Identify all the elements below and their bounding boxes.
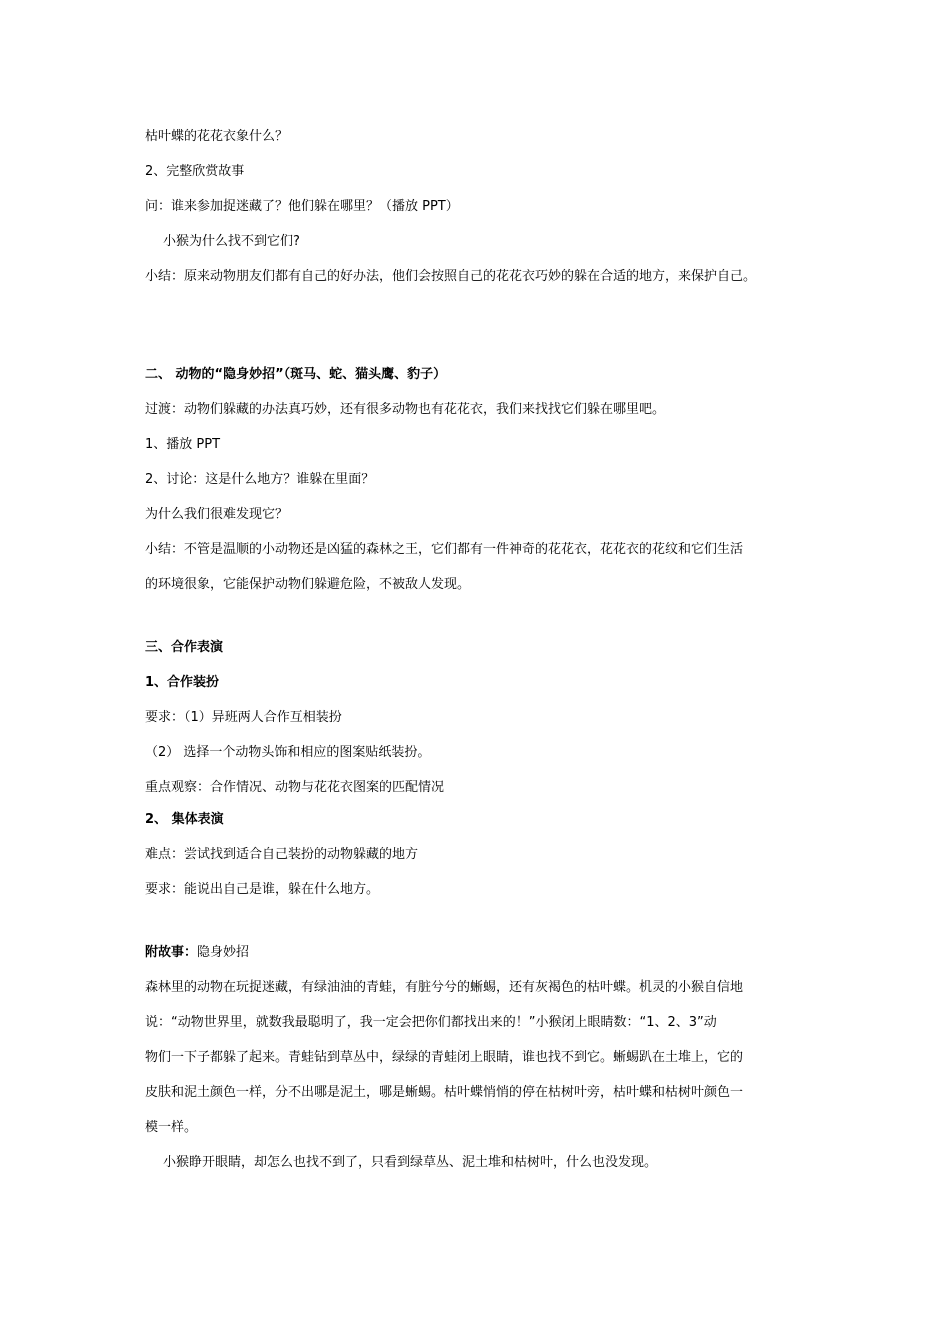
story-line-3: 物们一下子都躲了起来。青蛙钻到草丛中，绿绿的青蛙闭上眼睛，谁也找不到它。蜥蜴趴在土堆上，它的 <box>145 1050 744 1065</box>
appendix-label: 附故事： <box>145 945 198 960</box>
step2-title: 2、完整欣赏故事 <box>145 164 245 179</box>
sub2-heading: 2、 集体表演 <box>145 812 224 827</box>
story-line-1: 森林里的动物在玩捉迷藏，有绿油油的青蛙，有脏兮兮的蜥蜴，还有灰褐色的枯叶蝶。机灵的小猴自信地 <box>145 980 744 995</box>
section3-heading: 三、合作表演 <box>145 640 224 655</box>
step1-play-ppt: 1、播放 PPT <box>145 437 221 452</box>
section2-heading: 二、 动物的“隐身妙招”（斑马、蛇、猫头鹰、豹子） <box>145 367 447 382</box>
story-line-4: 皮肤和泥土颜色一样，分不出哪是泥土，哪是蜥蜴。枯叶蝶悄悄的停在枯树叶旁，枯叶蝶和枯树叶颜色一 <box>145 1085 744 1100</box>
story-line-5: 模一样。 <box>145 1120 198 1135</box>
summary-2-line2: 的环境很象，它能保护动物们躲避危险，不被敌人发现。 <box>145 577 471 592</box>
question-monkey: 小猴为什么找不到它们? <box>163 234 300 249</box>
requirement-2: （2） 选择一个动物头饰和相应的图案贴纸装扮。 <box>145 745 431 760</box>
sub1-heading: 1、合作装扮 <box>145 675 220 690</box>
step2-discussion: 2、讨论：这是什么地方？谁躲在里面？ <box>145 472 375 487</box>
focus-observation: 重点观察：合作情况、动物与花花衣图案的匹配情况 <box>145 780 445 795</box>
summary-1: 小结：原来动物朋友们都有自己的好办法，他们会按照自己的花花衣巧妙的躲在合适的地方，来保护自己。 <box>145 269 757 284</box>
difficulty: 难点：尝试找到适合自己装扮的动物躲藏的地方 <box>145 847 419 862</box>
appendix-heading <box>145 943 825 963</box>
transition: 过渡：动物们躲藏的办法真巧妙，还有很多动物也有花花衣，我们来找找它们躲在哪里吧。 <box>145 402 666 417</box>
question-why: 为什么我们很难发现它？ <box>145 507 289 522</box>
question-who: 问：谁来参加捉迷藏了？他们躲在哪里？（播放 PPT） <box>145 199 459 214</box>
requirement-3: 要求：能说出自己是谁，躲在什么地方。 <box>145 882 380 897</box>
question-butterfly: 枯叶蝶的花花衣象什么？ <box>145 129 289 144</box>
requirement-1: 要求：（1）异班两人合作互相装扮 <box>145 710 342 725</box>
appendix-title: 隐身妙招 <box>197 945 250 960</box>
story-line-2: 说：“动物世界里，就数我最聪明了，我一定会把你们都找出来的！”小猴闭上眼睛数：“1、2、3”动 <box>145 1015 717 1030</box>
story-paragraph-2: 小猴睁开眼睛，却怎么也找不到了，只看到绿草丛、泥土堆和枯树叶，什么也没发现。 <box>163 1155 658 1170</box>
summary-2-line1: 小结：不管是温顺的小动物还是凶猛的森林之王，它们都有一件神奇的花花衣，花花衣的花纹和它们生活 <box>145 542 744 557</box>
